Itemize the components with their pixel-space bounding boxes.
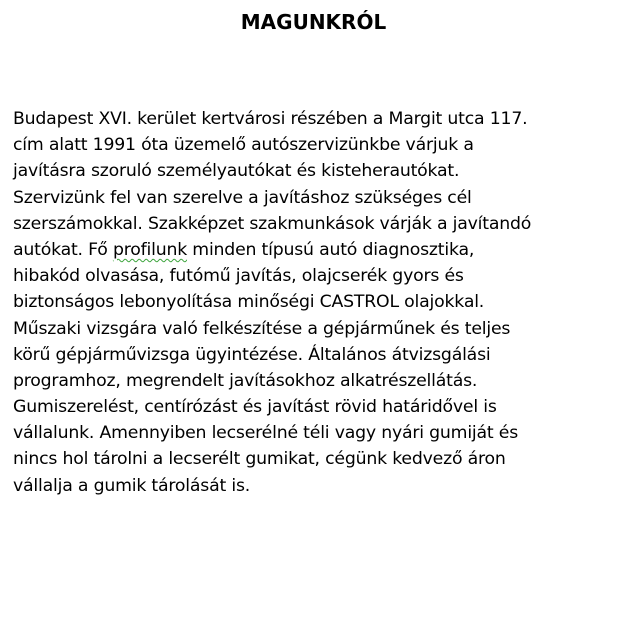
page-title: MAGUNKRÓL xyxy=(240,10,387,34)
text-line: cím alatt 1991 óta üzemelő autószervizünkbe várjuk a xyxy=(13,135,474,156)
text-line: körű gépjárművizsga ügyintézése. Általános átvizsgálási xyxy=(13,344,491,365)
body-paragraph xyxy=(13,106,617,499)
text-line: javításra szoruló személyautókat és kisteherautókat. xyxy=(13,161,460,182)
text-line xyxy=(13,237,617,263)
text-line: vállalunk. Amennyiben lecserélné téli vagy nyári gumiját és xyxy=(13,423,519,444)
text-line: hibakód olvasása, futómű javítás, olajcserék gyors és xyxy=(13,266,464,287)
text-segment: autókat. Fő xyxy=(13,239,113,260)
text-segment: minden típusú autó diagnosztika, xyxy=(187,239,475,260)
text-line: szerszámokkal. Szakképzet szakmunkások várják a javítandó xyxy=(13,213,532,234)
text-line: programhoz, megrendelt javításokhoz alkatrészellátás. xyxy=(13,370,478,391)
text-line: vállalja a gumik tárolását is. xyxy=(13,475,251,496)
text-line: Gumiszerelést, centírózást és javítást rövid határidővel is xyxy=(13,397,497,418)
text-line: biztonságos lebonyolítása minőségi CASTROL olajokkal. xyxy=(13,292,485,313)
spellcheck-flagged-word: profilunk xyxy=(112,239,188,260)
text-line: Budapest XVI. kerület kertvárosi részében a Margit utca 117. xyxy=(13,109,528,129)
text-line: nincs hol tárolni a lecserélt gumikat, cégünk kedvező áron xyxy=(13,449,506,470)
text-line: Műszaki vizsgára való felkészítése a gépjárműnek és teljes xyxy=(13,318,511,339)
text-line: Szervizünk fel van szerelve a javításhoz szükséges cél xyxy=(13,187,472,208)
